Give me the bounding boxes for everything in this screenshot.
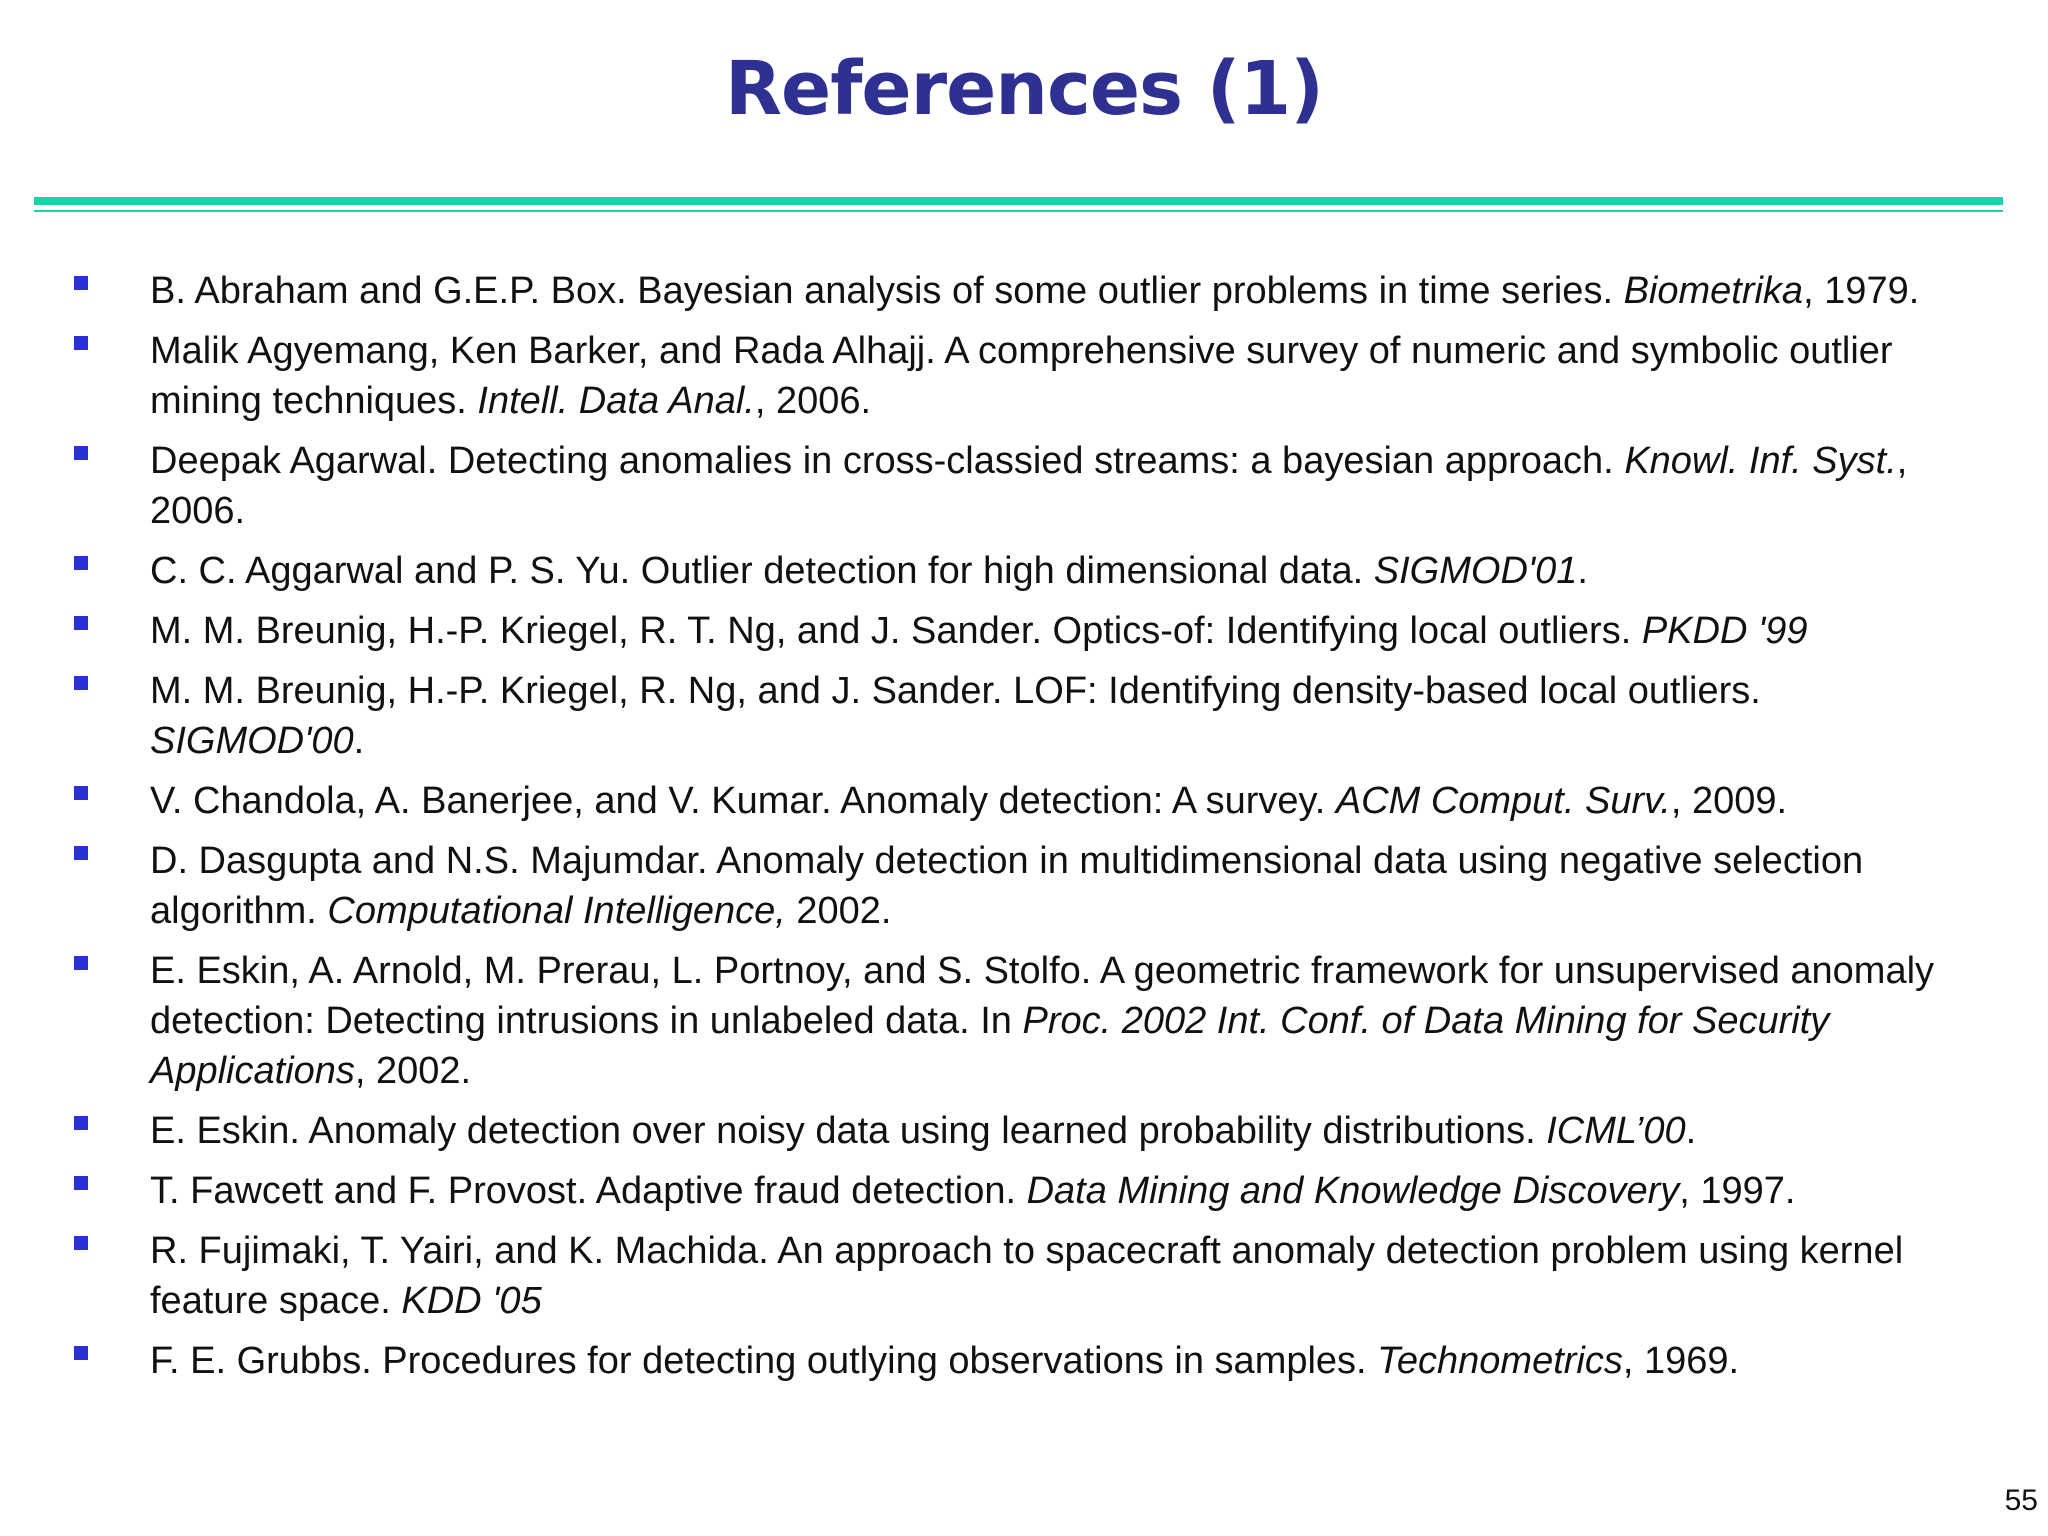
- page-number: 55: [2004, 1484, 2038, 1517]
- square-bullet-icon: [74, 1346, 88, 1360]
- reference-suffix: 2002.: [785, 890, 892, 932]
- reference-item: [0, 436, 1972, 536]
- reference-text: V. Chandola, A. Banerjee, and V. Kumar. Anomaly detection: A survey.: [150, 780, 1336, 822]
- reference-text: B. Abraham and G.E.P. Box. Bayesian analysis of some outlier problems in time series.: [150, 270, 1624, 312]
- reference-venue: KDD '05: [401, 1280, 542, 1322]
- reference-item: [0, 1226, 1972, 1326]
- square-bullet-icon: [74, 1116, 88, 1130]
- reference-suffix: .: [1577, 550, 1588, 592]
- reference-text: C. C. Aggarwal and P. S. Yu. Outlier detection for high dimensional data.: [150, 550, 1374, 592]
- reference-item: [0, 836, 1972, 936]
- reference-text: M. M. Breunig, H.-P. Kriegel, R. Ng, and J. Sander. LOF: Identifying density-based local outliers.: [150, 670, 1761, 712]
- reference-item: [0, 606, 1972, 656]
- reference-item: [0, 946, 1972, 1096]
- reference-item: [0, 1166, 1972, 1216]
- reference-text: F. E. Grubbs. Procedures for detecting outlying observations in samples.: [150, 1340, 1378, 1382]
- title-divider-thin: [34, 210, 2003, 212]
- reference-venue: ACM Comput. Surv.: [1335, 780, 1671, 822]
- reference-item: [0, 326, 1972, 426]
- reference-text: Malik Agyemang, Ken Barker, and Rada Alhajj. A comprehensive survey of numeric and symbolic outlier mining techniques.: [150, 330, 1893, 422]
- square-bullet-icon: [74, 676, 88, 690]
- reference-item: [0, 1106, 1972, 1156]
- reference-item: [0, 666, 1972, 766]
- reference-venue: Knowl. Inf. Syst.: [1624, 440, 1897, 482]
- slide-title: References (1): [725, 46, 1323, 132]
- reference-venue: Computational Intelligence,: [327, 890, 786, 932]
- reference-suffix: , 1969.: [1622, 1340, 1740, 1382]
- square-bullet-icon: [74, 616, 88, 630]
- square-bullet-icon: [74, 846, 88, 860]
- reference-suffix: , 2006.: [754, 380, 872, 422]
- reference-item: [0, 1336, 1972, 1386]
- reference-text: M. M. Breunig, H.-P. Kriegel, R. T. Ng, and J. Sander. Optics-of: Identifying local outliers.: [150, 610, 1642, 652]
- reference-text: T. Fawcett and F. Provost. Adaptive fraud detection.: [150, 1170, 1027, 1212]
- reference-item: [0, 546, 1972, 596]
- square-bullet-icon: [74, 786, 88, 800]
- reference-suffix: .: [353, 720, 365, 762]
- square-bullet-icon: [74, 956, 88, 970]
- reference-suffix: , 1979.: [1803, 270, 1920, 312]
- reference-suffix: .: [1685, 1110, 1697, 1152]
- reference-venue: Proc. 2002 Int. Conf. of Data Mining for Security Applications: [150, 1000, 1830, 1092]
- reference-text: E. Eskin, A. Arnold, M. Prerau, L. Portnoy, and S. Stolfo. A geometric framework for unsupervised anomaly detection: Detecting intrusions in unlabeled data. In: [150, 950, 1935, 1042]
- reference-venue: Data Mining and Knowledge Discovery: [1026, 1170, 1680, 1212]
- reference-text: D. Dasgupta and N.S. Majumdar. Anomaly detection in multidimensional data using negative selection algorithm.: [150, 840, 1864, 932]
- reference-item: [0, 776, 1972, 826]
- reference-venue: ICML’00: [1546, 1110, 1686, 1152]
- square-bullet-icon: [74, 556, 88, 570]
- reference-suffix: , 1997.: [1679, 1170, 1796, 1212]
- square-bullet-icon: [74, 336, 88, 350]
- reference-venue: SIGMOD'01: [1373, 550, 1578, 592]
- reference-venue: Biometrika: [1623, 270, 1804, 312]
- reference-list: [0, 266, 2048, 1396]
- reference-venue: Intell. Data Anal.: [477, 380, 755, 422]
- reference-venue: SIGMOD'00: [150, 720, 354, 762]
- reference-venue: Technometrics: [1377, 1340, 1623, 1382]
- title-divider: [34, 197, 2003, 205]
- square-bullet-icon: [74, 446, 88, 460]
- reference-venue: PKDD '99: [1641, 610, 1808, 652]
- square-bullet-icon: [74, 1236, 88, 1250]
- square-bullet-icon: [74, 276, 88, 290]
- reference-text: Deepak Agarwal. Detecting anomalies in cross-classied streams: a bayesian approach.: [150, 440, 1625, 482]
- reference-item: [0, 266, 1972, 316]
- reference-suffix: , 2006.: [150, 440, 1908, 532]
- reference-text: E. Eskin. Anomaly detection over noisy data using learned probability distributions.: [150, 1110, 1547, 1152]
- reference-suffix: , 2009.: [1670, 780, 1788, 822]
- square-bullet-icon: [74, 1176, 88, 1190]
- reference-suffix: , 2002.: [354, 1050, 472, 1092]
- reference-text: R. Fujimaki, T. Yairi, and K. Machida. An approach to spacecraft anomaly detection problem using kernel feature space.: [150, 1230, 1904, 1322]
